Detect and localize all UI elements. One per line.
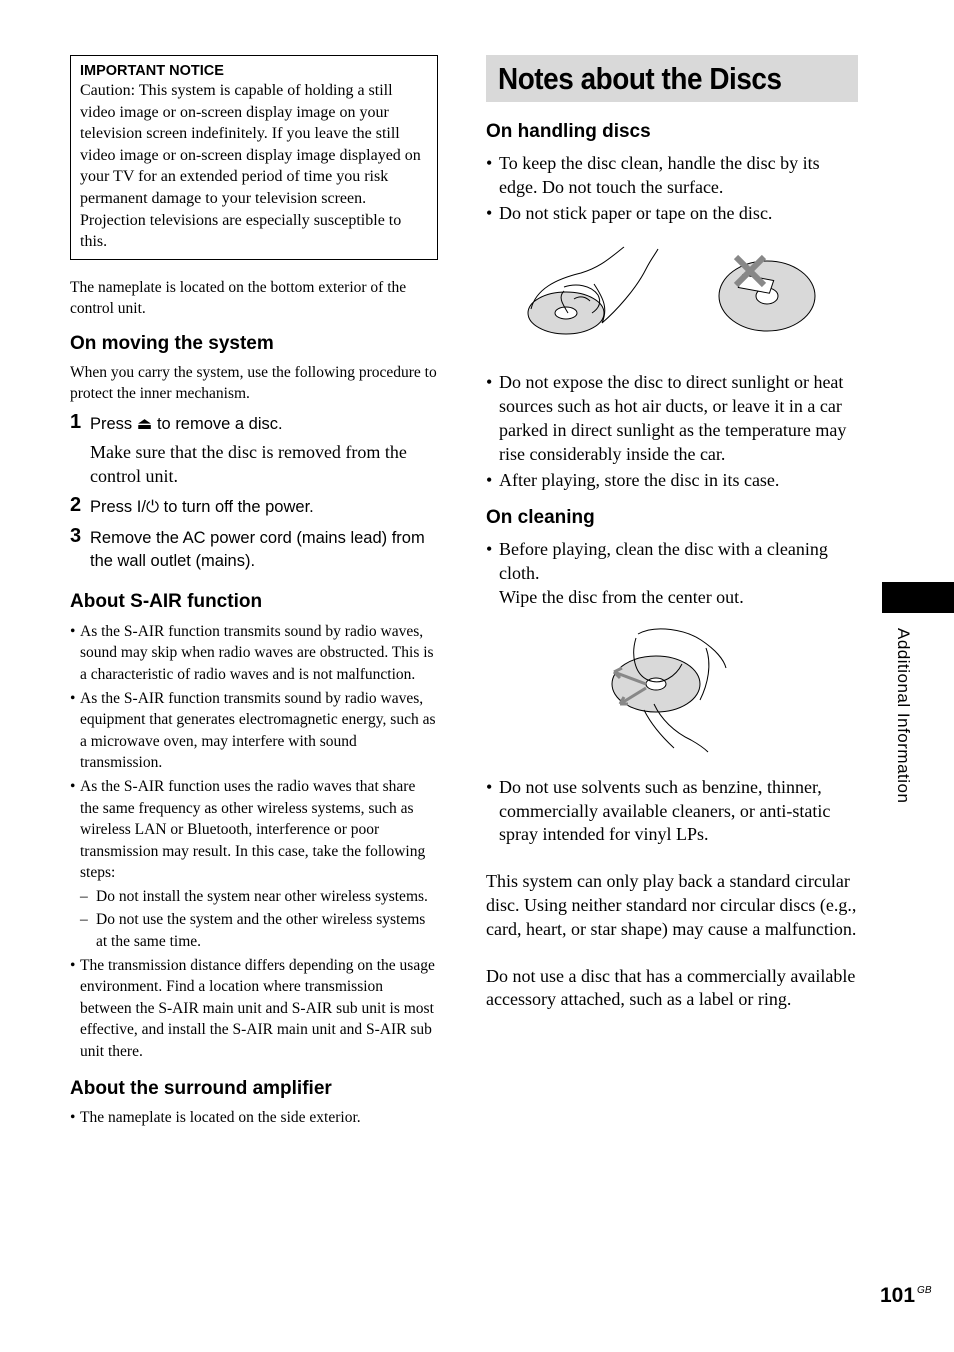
title-bar bbox=[486, 55, 858, 102]
step-1 bbox=[70, 410, 438, 436]
moving-intro: When you carry the system, use the following procedure to protect the inner mechanism. bbox=[70, 363, 437, 403]
step-number: 1 bbox=[70, 410, 82, 433]
page-title: Notes about the Discs bbox=[498, 61, 782, 96]
eject-icon: ⏏ bbox=[136, 414, 153, 433]
page-number-value: 101 bbox=[880, 1284, 916, 1307]
sair-dash-list bbox=[80, 886, 438, 953]
surround-list bbox=[70, 1107, 438, 1129]
circular-disc-paragraph: This system can only play back a standard circular disc. Using neither standard nor circular discs (e.g., card, heart, or star shape) may cause a malfunction. bbox=[486, 871, 857, 939]
handling-heading: On handling discs bbox=[486, 121, 651, 142]
step-1-text-before: Press bbox=[90, 414, 133, 433]
sair-heading: About S-AIR function bbox=[70, 590, 263, 612]
list-item: • As the S-AIR function transmits sound by radio waves, equipment that generates electromagnetic energy, such as a microwave oven, may interfere with sound transmission. bbox=[70, 688, 438, 774]
step-2 bbox=[70, 493, 438, 519]
list-item: • Do not expose the disc to direct sunlight or heat sources such as hot air ducts, or leave it in a car parked in direct sunlight as the temperature may rise considerably inside the car. bbox=[486, 371, 858, 466]
step-number: 2 bbox=[70, 493, 82, 516]
list-item: • The nameplate is located on the side exterior. bbox=[70, 1107, 438, 1129]
cleaning-list-2 bbox=[486, 776, 858, 847]
list-item bbox=[486, 538, 858, 609]
page-number-suffix: GB bbox=[917, 1285, 932, 1296]
sair-list bbox=[70, 621, 438, 1063]
hand-holding-disc-icon bbox=[528, 247, 658, 334]
handling-list-2 bbox=[486, 371, 858, 492]
disc-handling-illustration bbox=[486, 239, 858, 359]
step-2-text-before: Press bbox=[90, 497, 133, 516]
notice-title: IMPORTANT NOTICE bbox=[80, 63, 224, 79]
wiping-disc-icon bbox=[612, 629, 726, 752]
left-column bbox=[70, 55, 438, 1130]
list-item: • After playing, store the disc in its case. bbox=[486, 469, 858, 493]
surround-heading: About the surround amplifier bbox=[70, 1077, 332, 1099]
list-item bbox=[70, 776, 438, 953]
step-1-text-after: to remove a disc. bbox=[156, 414, 283, 433]
step-3 bbox=[70, 524, 438, 573]
important-notice-box bbox=[70, 55, 438, 260]
dash-item: – Do not install the system near other wireless systems. bbox=[80, 886, 438, 908]
list-item: • To keep the disc clean, handle the disc by its edge. Do not touch the surface. bbox=[486, 152, 858, 200]
cleaning-line-2: Wipe the disc from the center out. bbox=[499, 586, 744, 607]
list-item: • The transmission distance differs depending on the usage environment. Find a location where transmission between the S-AIR main unit and S-AIR sub unit is most effective, and install the S-AIR main unit and S-AIR sub unit there. bbox=[70, 955, 438, 1063]
accessory-paragraph: Do not use a disc that has a commercially available accessory attached, such as a label or ring. bbox=[486, 965, 856, 1010]
cleaning-line-1: • Before playing, clean the disc with a cleaning cloth. bbox=[499, 539, 828, 584]
list-item: • As the S-AIR function transmits sound by radio waves, sound may skip when radio waves are obstructed. This is a characteristic of radio waves and is not malfunction. bbox=[70, 621, 438, 686]
section-side-label: Additional Information bbox=[894, 628, 913, 804]
moving-heading: On moving the system bbox=[70, 332, 274, 354]
list-item: • Do not stick paper or tape on the disc. bbox=[486, 202, 858, 226]
page-number bbox=[880, 1284, 932, 1308]
right-column bbox=[486, 55, 858, 1012]
section-tab-marker bbox=[882, 582, 954, 613]
handling-list bbox=[486, 152, 858, 225]
step-3-text: Remove the AC power cord (mains lead) from the wall outlet (mains). bbox=[90, 528, 425, 570]
cleaning-list bbox=[486, 538, 858, 609]
list-item: • Do not use solvents such as benzine, thinner, commercially available cleaners, or anti-static spray intended for vinyl LPs. bbox=[486, 776, 858, 847]
dash-item: – Do not use the system and the other wireless systems at the same time. bbox=[80, 909, 438, 952]
list-item-text: As the S-AIR function uses the radio waves that share the same frequency as other wireless systems, such as wireless LAN or Bluetooth, interference or poor transmission may result. In this case, take the following steps: bbox=[80, 777, 426, 882]
disc-cleaning-illustration bbox=[486, 624, 858, 754]
step-number: 3 bbox=[70, 524, 82, 547]
step-1-sub: Make sure that the disc is removed from the control unit. bbox=[90, 441, 407, 486]
cleaning-heading: On cleaning bbox=[486, 507, 595, 529]
power-icon: I/⏻ bbox=[136, 497, 160, 516]
notice-body: Caution: This system is capable of holding a still video image or on-screen display image on your television screen indefinitely. If you leave the still video image or on-screen display image displayed on your TV for an extended period of time you risk permanent damage to your television screen. Projection televisions are especially susceptible to this. bbox=[80, 82, 421, 251]
crossed-disc-icon bbox=[719, 257, 815, 331]
step-2-text-after: to turn off the power. bbox=[163, 497, 314, 516]
nameplate-text: The nameplate is located on the bottom exterior of the control unit. bbox=[70, 278, 407, 318]
